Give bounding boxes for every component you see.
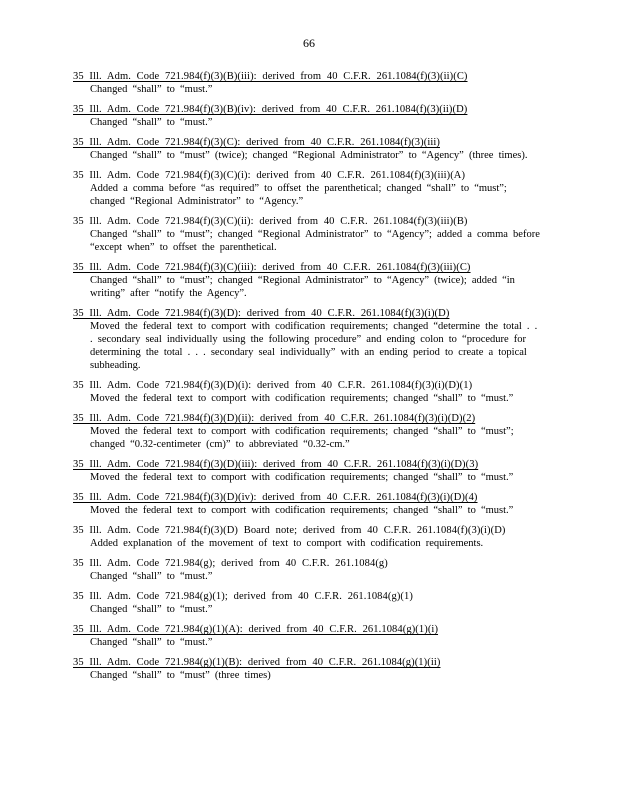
citation-heading: 35 Ill. Adm. Code 721.984(f)(3)(D)(ii): derived from 40 C.F.R. 261.1084(f)(3)(i)(D)(2) [73, 413, 476, 424]
derivation-entry [73, 261, 543, 300]
derivation-entry [73, 524, 543, 550]
derivation-entry [73, 491, 543, 517]
citation-heading: 35 Ill. Adm. Code 721.984(f)(3)(C)(iii): derived from 40 C.F.R. 261.1084(f)(3)(iii)(C) [73, 262, 471, 273]
derivation-entry [73, 307, 543, 372]
citation-heading: 35 Ill. Adm. Code 721.984(f)(3)(D)(iv): derived from 40 C.F.R. 261.1084(f)(3)(i)(D)(4) [73, 492, 478, 503]
change-note: Moved the federal text to comport with codification requirements; changed “shall” to “must.” [90, 472, 514, 483]
change-note: Changed “shall” to “must” (twice); changed “Regional Administrator” to “Agency” (three times). [90, 150, 528, 161]
citation-heading: 35 Ill. Adm. Code 721.984(g)(1); derived from 40 C.F.R. 261.1084(g)(1) [73, 591, 413, 602]
derivation-entry [73, 557, 543, 583]
derivation-entry [73, 656, 543, 682]
change-note: Added explanation of the movement of text to comport with codification requirements. [90, 538, 484, 549]
derivation-entry [73, 590, 543, 616]
derivation-entry [73, 215, 543, 254]
change-note: Changed “shall” to “must.” [90, 571, 213, 582]
citation-heading: 35 Ill. Adm. Code 721.984(g)(1)(B): derived from 40 C.F.R. 261.1084(g)(1)(ii) [73, 657, 441, 668]
derivation-entry [73, 379, 543, 405]
change-note: Changed “shall” to “must” (three times) [90, 670, 271, 681]
citation-heading: 35 Ill. Adm. Code 721.984(f)(3)(C): derived from 40 C.F.R. 261.1084(f)(3)(iii) [73, 137, 440, 148]
derivation-entry [73, 169, 543, 208]
citation-heading: 35 Ill. Adm. Code 721.984(f)(3)(D): derived from 40 C.F.R. 261.1084(f)(3)(i)(D) [73, 308, 450, 319]
citation-heading: 35 Ill. Adm. Code 721.984(f)(3)(B)(iii): derived from 40 C.F.R. 261.1084(f)(3)(ii)(C) [73, 71, 468, 82]
citation-heading: 35 Ill. Adm. Code 721.984(g); derived from 40 C.F.R. 261.1084(g) [73, 558, 388, 569]
derivation-notes [73, 70, 543, 689]
citation-heading: 35 Ill. Adm. Code 721.984(f)(3)(B)(iv): derived from 40 C.F.R. 261.1084(f)(3)(ii)(D) [73, 104, 468, 115]
citation-heading: 35 Ill. Adm. Code 721.984(f)(3)(D)(i): derived from 40 C.F.R. 261.1084(f)(3)(i)(D)(1) [73, 380, 473, 391]
change-note: Changed “shall” to “must”; changed “Regional Administrator” to “Agency” (twice); added “in writing” after “notify the Agency”. [90, 275, 515, 299]
change-note: Moved the federal text to comport with codification requirements; changed “shall” to “must.” [90, 393, 514, 404]
derivation-entry [73, 136, 543, 162]
citation-heading: 35 Ill. Adm. Code 721.984(f)(3)(D)(iii): derived from 40 C.F.R. 261.1084(f)(3)(i)(D)(3) [73, 459, 479, 470]
change-note: Moved the federal text to comport with codification requirements; changed “determine the total . . . secondary seal individually using the following procedure” and ending colon to “procedure for determining the total . . . secondary seal individually” with an ending period to create a topical subheading. [90, 321, 538, 371]
change-note: Changed “shall” to “must.” [90, 637, 213, 648]
derivation-entry [73, 623, 543, 649]
derivation-entry [73, 70, 543, 96]
citation-heading: 35 Ill. Adm. Code 721.984(f)(3)(C)(i): derived from 40 C.F.R. 261.1084(f)(3)(iii)(A) [73, 170, 466, 181]
change-note: Moved the federal text to comport with codification requirements; changed “shall” to “must”; changed “0.32-centimeter (cm)” to abbreviated “0.32-cm.” [90, 426, 514, 450]
change-note: Changed “shall” to “must.” [90, 604, 213, 615]
derivation-entry [73, 103, 543, 129]
citation-heading: 35 Ill. Adm. Code 721.984(f)(3)(C)(ii): derived from 40 C.F.R. 261.1084(f)(3)(iii)(B) [73, 216, 468, 227]
page-number: 66 [303, 36, 315, 50]
change-note: Changed “shall” to “must.” [90, 84, 213, 95]
derivation-entry [73, 458, 543, 484]
citation-heading: 35 Ill. Adm. Code 721.984(f)(3)(D) Board note; derived from 40 C.F.R. 261.1084(f)(3)(i)(D) [73, 525, 506, 536]
change-note: Added a comma before “as required” to offset the parenthetical; changed “shall” to “must”; changed “Regional Administrator” to “Agency.” [90, 183, 507, 207]
derivation-entry [73, 412, 543, 451]
change-note: Changed “shall” to “must”; changed “Regional Administrator” to “Agency”; added a comma before “except when” to offset the parenthetical. [90, 229, 540, 253]
change-note: Changed “shall” to “must.” [90, 117, 213, 128]
change-note: Moved the federal text to comport with codification requirements; changed “shall” to “must.” [90, 505, 514, 516]
citation-heading: 35 Ill. Adm. Code 721.984(g)(1)(A): derived from 40 C.F.R. 261.1084(g)(1)(i) [73, 624, 439, 635]
